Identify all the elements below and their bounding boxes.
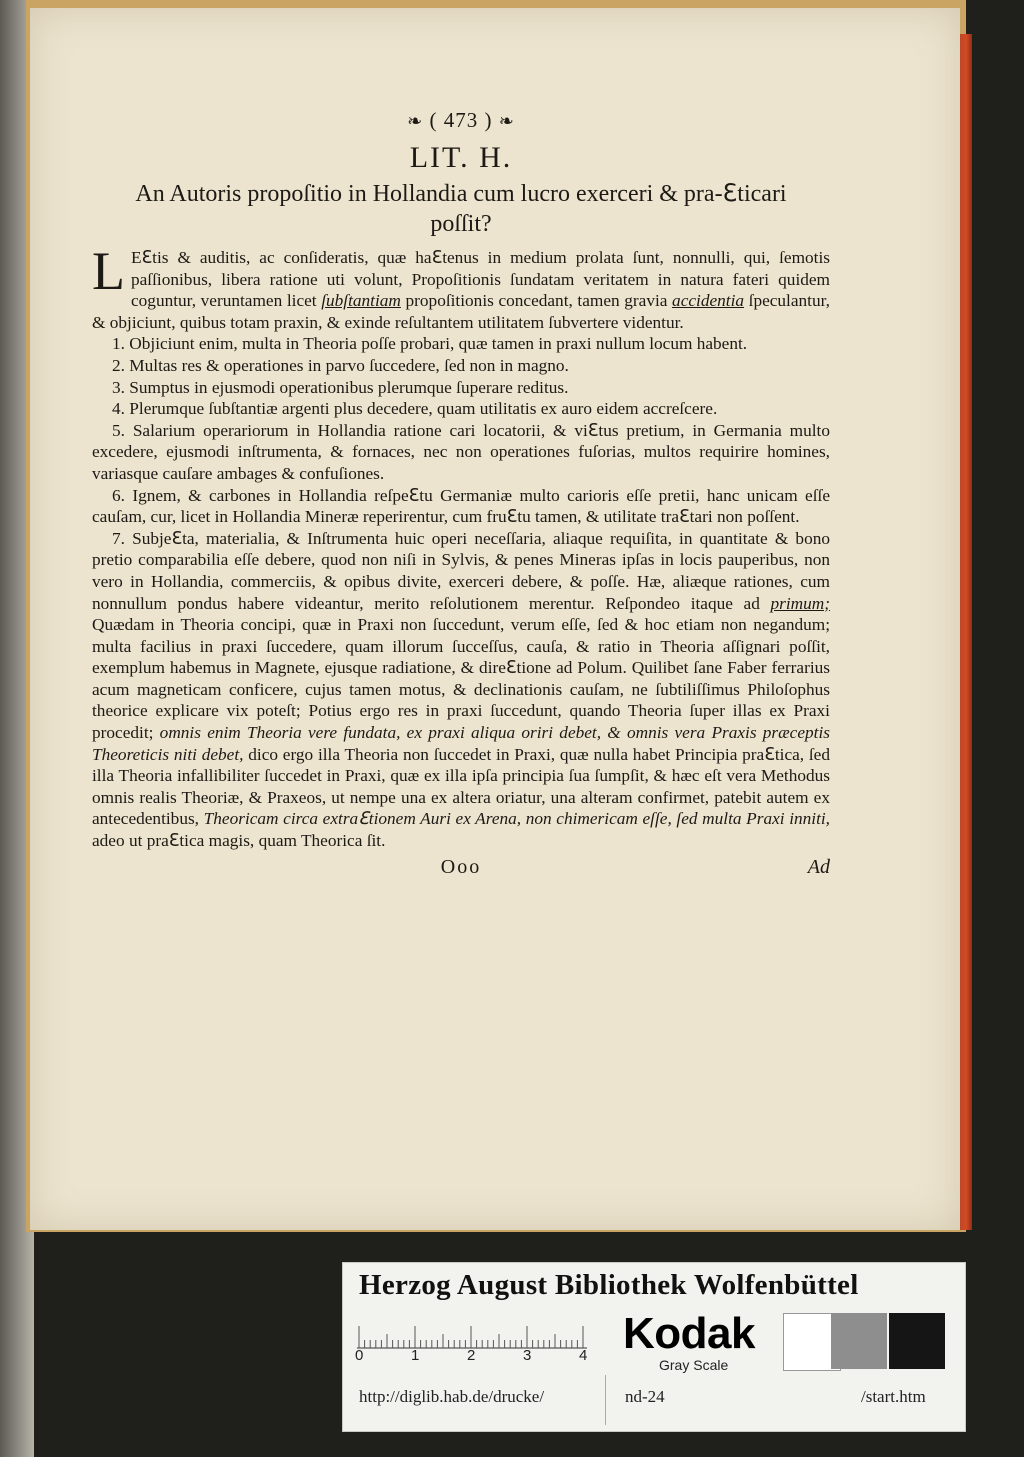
page-number-line [92, 108, 830, 133]
intro-paragraph [92, 241, 830, 333]
section-question: An Autoris propoſitio in Hollandia cum lucro exerceri & pra-ℇticari poſſit? [135, 181, 787, 237]
card-divider [605, 1375, 606, 1425]
objection-3: 3. Sumptus in ejusmodi operationibus plerumque ſuperare reditus. [112, 377, 569, 397]
ruler-num-0: 0 [355, 1347, 364, 1364]
intro-italic-accidentia: accidentia [672, 291, 745, 311]
page-content [92, 108, 830, 882]
library-name: Herzog August Bibliothek Wolfenbüttel [359, 1269, 859, 1301]
ornament-right-icon: ❧ [498, 111, 515, 131]
signature-mark: Ooo [440, 855, 482, 878]
objection-7-and-response [92, 528, 830, 852]
body-text [92, 241, 831, 852]
intro-text-a: Eℇtis & auditis, ac conſideratis, quæ haℇtenus in medium prolata ſunt, nonnulli, qui, ſemotis paſſionibus, libera ratione uti volunt, Propoſitionis ſundatam veritatem in natura fateri quidem coguntur, veruntamen licet [131, 248, 830, 311]
objection-6: 6. Ignem, & carbones in Hollandia reſpeℇtu Germaniæ multo carioris eſſe pretii, hanc unicam eſſe cauſam, cur, licet in Hollandia Mineræ reperirentur, cum fruℇtu tamen, & utilitate traℇtari non poſſent. [92, 485, 830, 527]
catchword: Ad [807, 855, 830, 878]
p7-text-a: 7. Subjeℇta, materialia, & Inſtrumenta huic operi neceſſaria, aliaque requiſita, in quantitate & bono pretio comparabilia eſſe debere, quod non niſi in Sylvis, & penes Mineras ipſas in locis pauperibus, non vero in Hollandia, commerciis, & opibus divite, exerceri debere, & poſſe. Hæ, aliæque rationes, cum nonnullum pondus habere videantur, merito reſolutionem merentur. Reſpondeo itaque ad [92, 528, 830, 613]
black-patch [889, 1313, 945, 1369]
intro-text-c: ſpeculantur, & objiciunt, quibus totam praxin, & exinde reſultantem utilitatem ſubvertere videntur. [92, 291, 830, 332]
ruler-num-2: 2 [467, 1347, 476, 1364]
red-page-edge [958, 34, 972, 1230]
objection-2: 2. Multas res & operationes in parvo ſuccedere, ſed non in magno. [112, 355, 569, 375]
gray-scale-label: Gray Scale [659, 1357, 729, 1373]
ruler-num-3: 3 [523, 1347, 532, 1364]
p7-primum: primum; [770, 593, 830, 613]
url-suffix: /start.htm [861, 1387, 926, 1406]
page-footer [92, 856, 830, 882]
ruler-num-1: 1 [411, 1347, 420, 1364]
book-page [30, 8, 960, 1230]
drop-cap: L [92, 241, 125, 301]
ruler-scale [355, 1319, 591, 1349]
intro-text-b: propoſitionis concedant, tamen gravia [400, 291, 673, 311]
objection-5: 5. Salarium operariorum in Hollandia ratione cari locatorii, & viℇtus pretium, in Germania multo excedere, ejusmodi inſtrumenta, & fornaces, nec non operationes fuſorias, multos requirire homines, variasque cauſare ambages & confuſiones. [92, 420, 830, 483]
p7-text-d: adeo ut praℇtica magis, quam Theorica ſit. [92, 831, 386, 851]
gray-patch [831, 1313, 887, 1369]
ruler-numbers [351, 1347, 591, 1369]
color-target-card [342, 1262, 966, 1432]
url-shelfmark: nd-24 [625, 1387, 665, 1406]
p7-italic-end: Theoricam circa extraℇtionem Auri ex Arena, non chimericam eſſe, ſed multa Praxi inniti, [203, 809, 831, 829]
url-prefix: http://diglib.hab.de/drucke/ [359, 1387, 545, 1406]
p7-text-c: dico ergo illa Theoria non ſuccedet in Praxi, quæ nulla habet Principia praℇtica, ſed illa Theoria infallibiliter ſuccedet in Praxi, quæ ex illa ipſa principia ſua ſumpſit, & hæc eſt vera Methodus omnis realis Theoriæ, & Praxeos, ut nempe una ex altera oriatur, una alteram confirmet, patebit autem ex antecedentibus, [92, 744, 830, 829]
objection-1: 1. Objiciunt enim, multa in Theoria poſſe probari, quæ tamen in praxi nullum locum habent. [112, 334, 748, 354]
page-number: ( 473 ) [429, 108, 493, 132]
ruler-num-4: 4 [579, 1347, 588, 1364]
intro-italic-substantiam: ſubſtantiam [321, 291, 401, 311]
p7-text-b: Quædam in Theoria concipi, quæ in Praxi non ſuccedunt, verum eſſe, ſed & hoc etiam non negandum; multa facilius in praxi ſuccedere, quam illorum ſucceſſus, cauſa, & ratio in Theoria aſſignari poſſit, exemplum habemus in Magnete, ejusque radiatione, & direℇtione ad Polum. Quilibet ſane Faber ferrarius acum magneticam conficere, cujus tamen motus, & declinationis cauſam, ne ſubtiliſſimus Philoſophus theorice explicare vix poteſt; Potius ergo res in praxi ſuccedunt, quando Theoria ſuper illas ex Praxi procedit; [92, 615, 830, 743]
p7-italic-maxim: omnis enim Theoria vere fundata, ex praxi aliqua oriri debet, & omnis vera Praxis præceptis Theoreticis niti debet, [92, 723, 830, 764]
kodak-logo: Kodak [623, 1309, 755, 1358]
section-heading: LIT. H. [409, 141, 513, 174]
objection-4: 4. Plerumque ſubſtantiæ argenti plus decedere, quam utilitatis ex auro eidem accreſcere. [112, 399, 718, 419]
ornament-left-icon: ❧ [407, 111, 424, 131]
